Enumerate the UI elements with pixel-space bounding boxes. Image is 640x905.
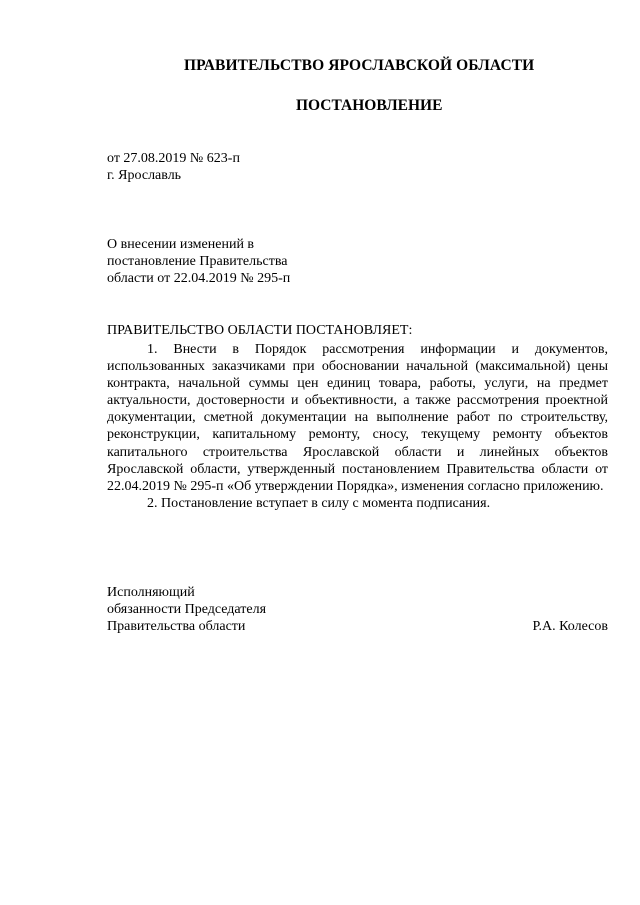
signer-name: Р.А. Колесов — [532, 619, 608, 634]
body-text — [107, 341, 608, 512]
subject-line: области от 22.04.2019 № 295-п — [107, 271, 291, 286]
subject-line: постановление Правительства — [107, 254, 288, 269]
date-number: от 27.08.2019 № 623-п — [107, 151, 240, 166]
signer-position-line: Правительства области — [107, 619, 246, 634]
signature-block — [107, 584, 608, 635]
preamble: ПРАВИТЕЛЬСТВО ОБЛАСТИ ПОСТАНОВЛЯЕТ: — [107, 323, 413, 338]
document-meta — [107, 150, 240, 184]
document-subject — [107, 236, 290, 287]
signer-position-line: Исполняющий — [107, 585, 195, 600]
city: г. Ярославль — [107, 168, 182, 183]
organization-title: ПРАВИТЕЛЬСТВО ЯРОСЛАВСКОЙ ОБЛАСТИ — [184, 57, 535, 74]
signer-position-line: обязанности Председателя — [107, 602, 267, 617]
signature-row — [107, 618, 608, 635]
paragraph-1: 1. Внести в Порядок рассмотрения информации и документов, использованных заказчиками при обосновании начальной (максимальной) цены контракта, начальной суммы цен единиц товара, работы, услуги, на предмет актуальности, достоверности и объективности, а также рассмотрения проектной документации, сметной документации на выполнение работ по строительству, реконструкции, капитальному ремонту, сносу, текущему ремонту объектов капитального строительства Ярославской области и линейных объектов Ярославской области, утвержденный постановлением Правительства области от 22.04.2019 № 295-п «Об утверждении Порядка», изменения согласно приложению. — [107, 342, 608, 494]
document-type-title: ПОСТАНОВЛЕНИЕ — [296, 97, 443, 114]
paragraph-2: 2. Постановление вступает в силу с момента подписания. — [147, 495, 491, 511]
subject-line: О внесении изменений в — [107, 237, 255, 252]
